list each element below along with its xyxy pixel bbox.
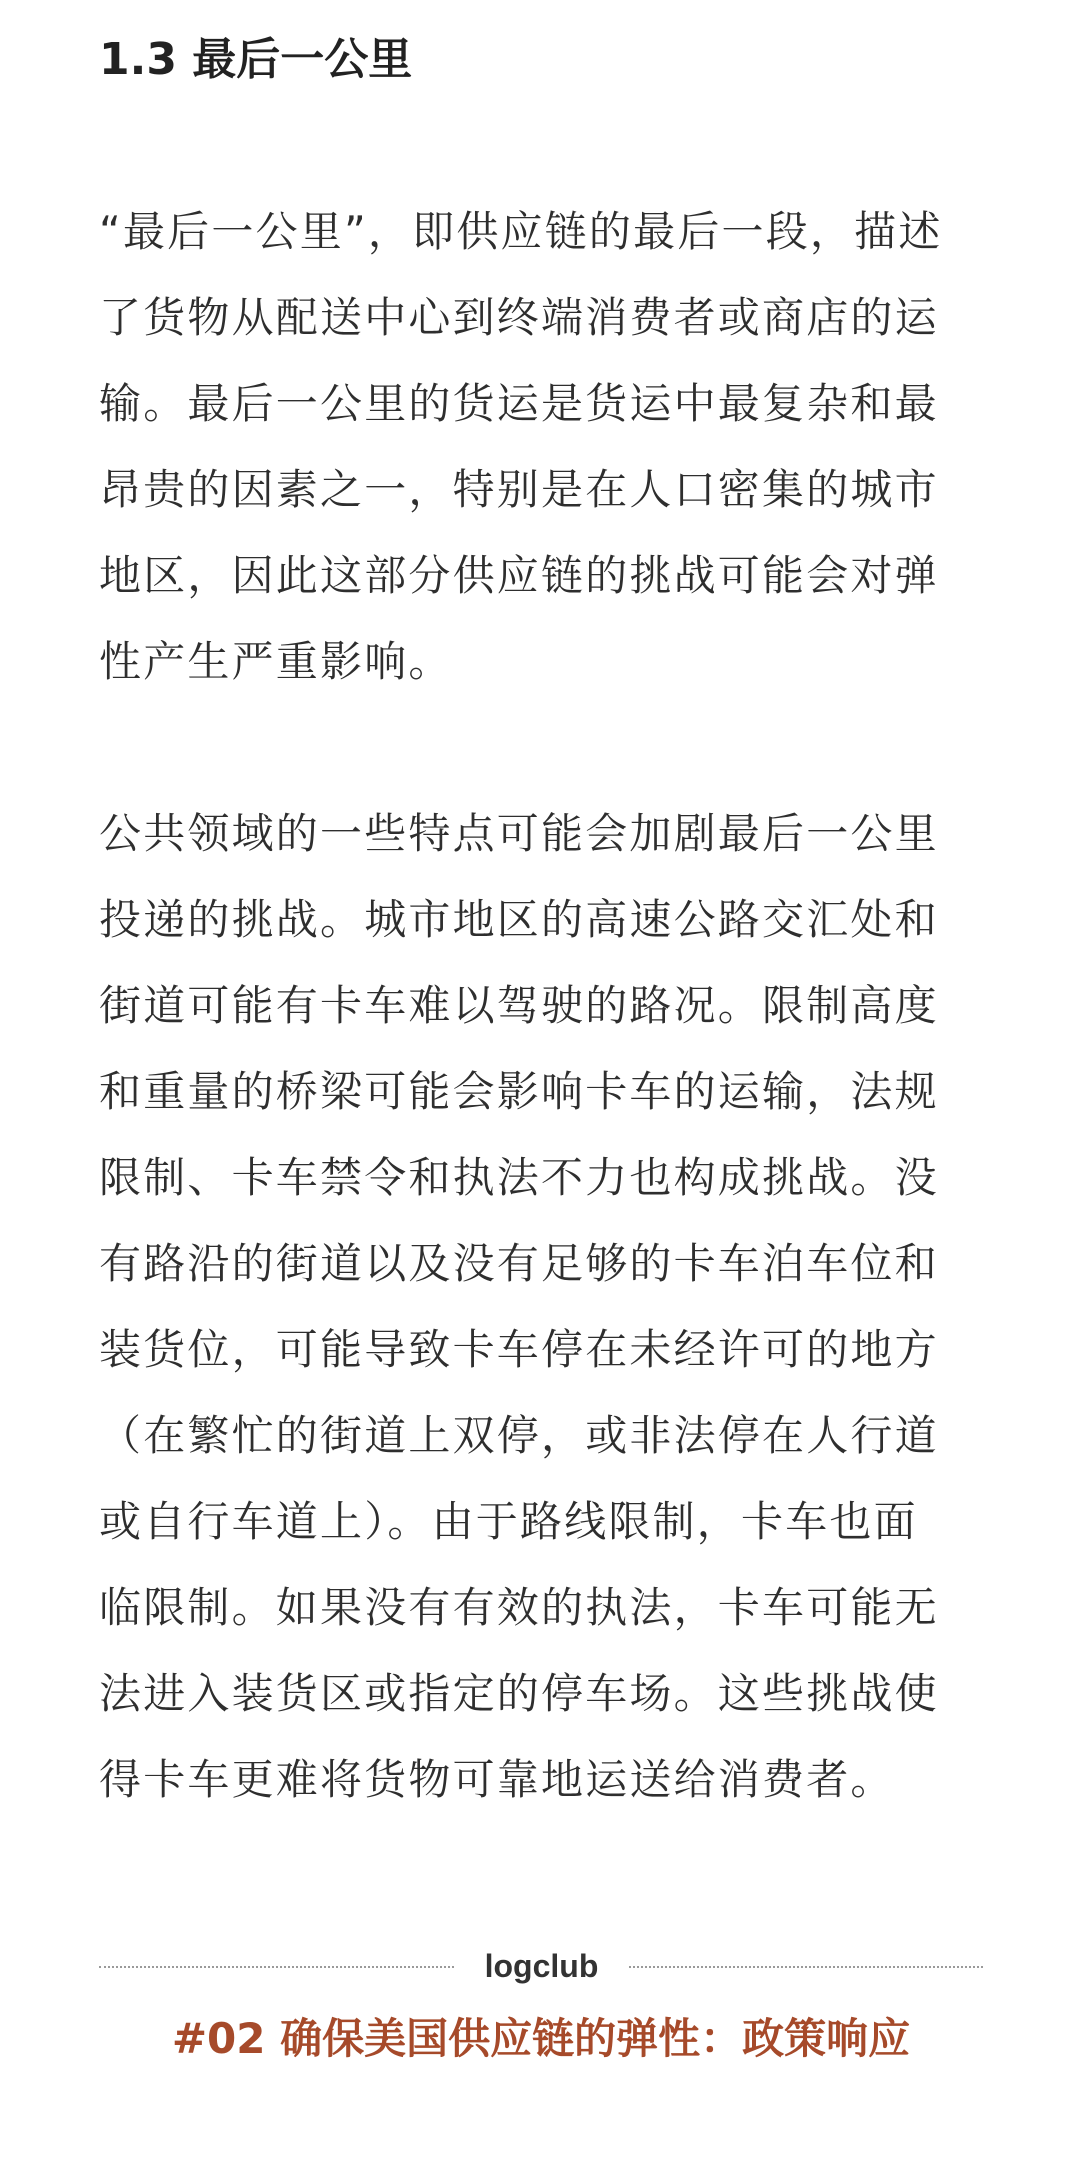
- section-title: 1.3 最后一公里: [99, 34, 413, 85]
- paragraph-line: 有路沿的街道以及没有足够的卡车泊车位和: [99, 1239, 939, 1288]
- next-article-link[interactable]: #02 确保美国供应链的弹性：政策响应: [171, 2014, 911, 2063]
- paragraph-line: 性产生严重影响。: [99, 637, 453, 686]
- paragraph-line: 得卡车更难将货物可靠地运送给消费者。: [99, 1755, 895, 1804]
- paragraph-line: 装货位，可能导致卡车停在未经许可的地方: [99, 1325, 939, 1374]
- paragraph-line: “最后一公里”，即供应链的最后一段，描述: [99, 207, 943, 256]
- paragraph-line: 街道可能有卡车难以驾驶的路况。限制高度: [99, 981, 939, 1030]
- paragraph-line: 输。最后一公里的货运是货运中最复杂和最: [99, 379, 939, 428]
- paragraph-line: 了货物从配送中心到终端消费者或商店的运: [99, 293, 939, 342]
- paragraph-public-domain-challenges: [99, 791, 983, 1823]
- paragraph-line: 地区，因此这部分供应链的挑战可能会对弹: [99, 551, 939, 600]
- paragraph-line: 临限制。如果没有有效的执法，卡车可能无: [99, 1583, 939, 1632]
- paragraph-line: （在繁忙的街道上双停，或非法停在人行道: [99, 1411, 939, 1460]
- paragraph-line: 法进入装货区或指定的停车场。这些挑战使: [99, 1669, 939, 1718]
- dotted-divider-left: [99, 1966, 454, 1968]
- paragraph-line: 昂贵的因素之一，特别是在人口密集的城市: [99, 465, 939, 514]
- paragraph-line: 限制、卡车禁令和执法不力也构成挑战。没: [99, 1153, 939, 1202]
- dotted-divider-right: [629, 1966, 983, 1968]
- paragraph-last-mile-definition: [99, 189, 983, 705]
- paragraph-line: 公共领域的一些特点可能会加剧最后一公里: [99, 809, 939, 858]
- paragraph-line: 或自行车道上）。由于路线限制，卡车也面: [99, 1497, 918, 1546]
- paragraph-line: 投递的挑战。城市地区的高速公路交汇处和: [99, 895, 939, 944]
- brand-label: logclub: [484, 1948, 599, 1984]
- paragraph-line: 和重量的桥梁可能会影响卡车的运输，法规: [99, 1067, 939, 1116]
